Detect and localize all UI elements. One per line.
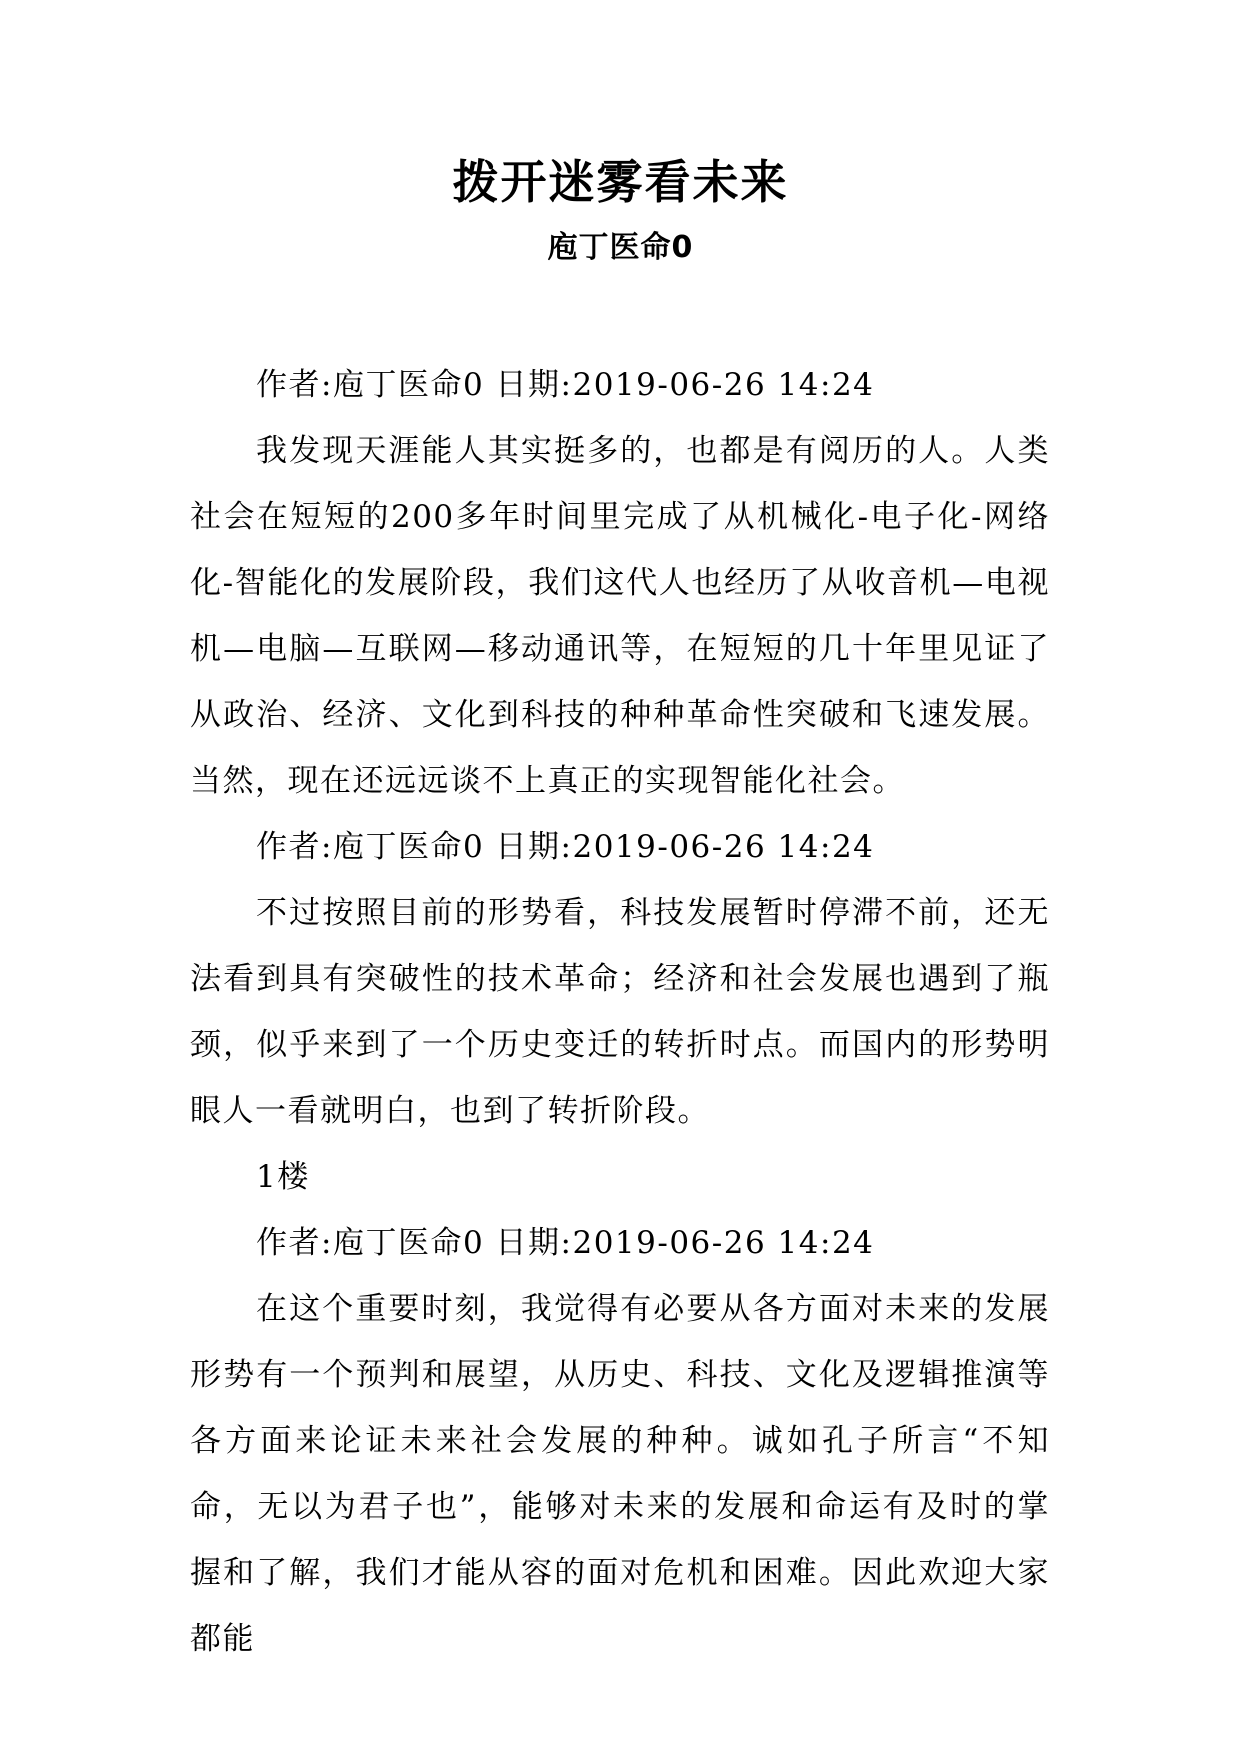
author-date-line: 作者:庖丁医命0 日期:2019-06-26 14:24 — [256, 829, 875, 865]
body-paragraph: 我发现天涯能人其实挺多的，也都是有阅历的人。人类社会在短短的200多年时间里完成了从机械化-电子化-网络化-智能化的发展阶段，我们这代人也经历了从收音机—电视机—电脑—互联网—移动通讯等，在短短的几十年里见证了从政治、经济、文化到科技的种种革命性突破和飞速发展。当然，现在还远远谈不上真正的实现智能化社会。 — [190, 433, 1050, 799]
body-paragraph: 不过按照目前的形势看，科技发展暂时停滞不前，还无法看到具有突破性的技术革命；经济和社会发展也遇到了瓶颈，似乎来到了一个历史变迁的转折时点。而国内的形势明眼人一看就明白，也到了转折阶段。 — [190, 895, 1050, 1129]
document-subtitle: 庖丁医命0 — [547, 230, 694, 265]
floor-label: 1楼 — [256, 1159, 310, 1195]
document-body — [190, 352, 1050, 1672]
document-title: 拨开迷雾看未来 — [452, 155, 789, 209]
author-date-line: 作者:庖丁医命0 日期:2019-06-26 14:24 — [256, 1225, 875, 1261]
author-date-line: 作者:庖丁医命0 日期:2019-06-26 14:24 — [256, 367, 875, 403]
body-paragraph: 在这个重要时刻，我觉得有必要从各方面对未来的发展形势有一个预判和展望，从历史、科技、文化及逻辑推演等各方面来论证未来社会发展的种种。诚如孔子所言“不知命，无以为君子也”，能够对未来的发展和命运有及时的掌握和了解，我们才能从容的面对危机和困难。因此欢迎大家都能 — [190, 1291, 1050, 1657]
